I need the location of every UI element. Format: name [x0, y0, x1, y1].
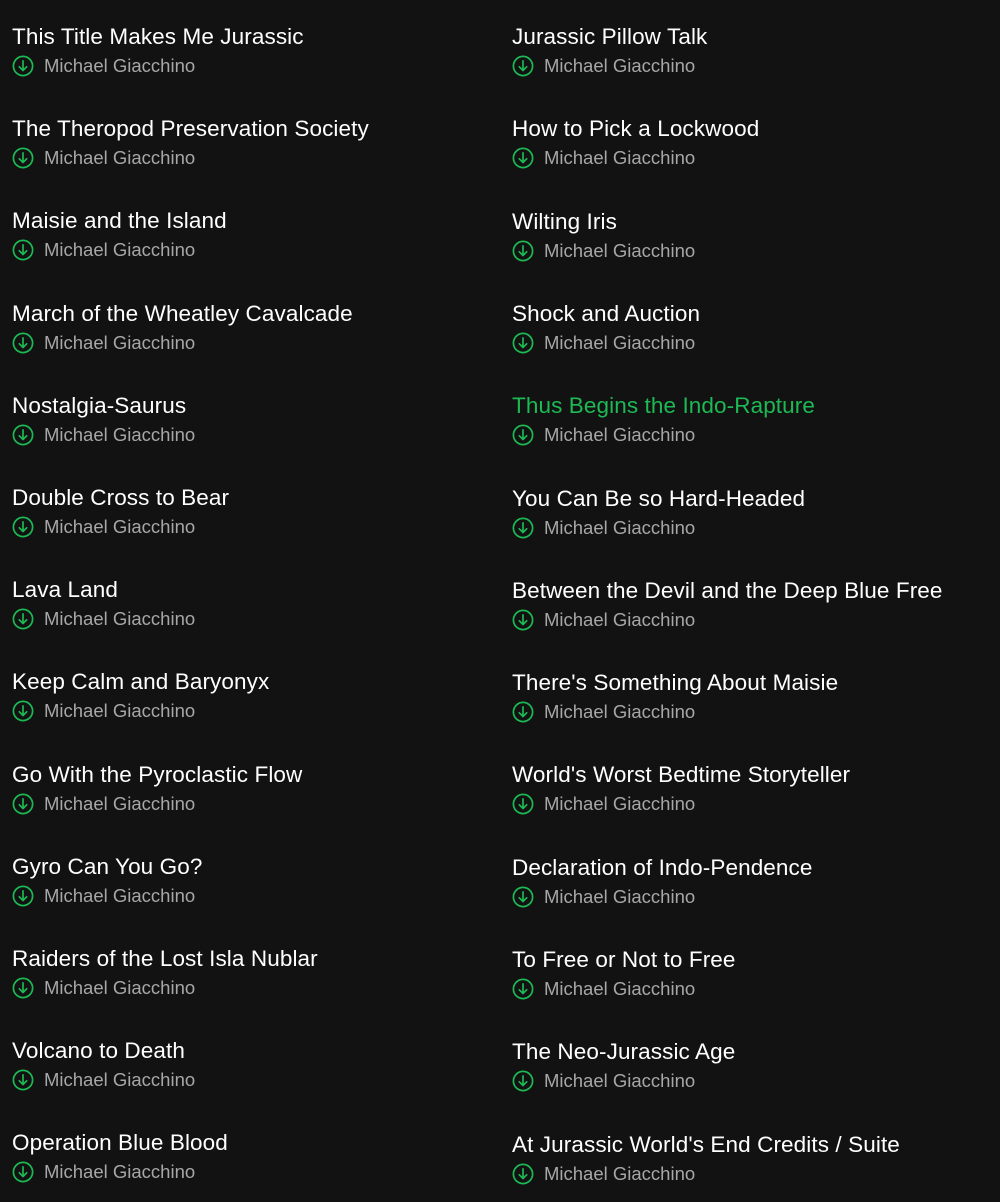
- track-row[interactable]: [512, 1039, 1000, 1109]
- track-artist[interactable]: Michael Giacchino: [544, 793, 696, 815]
- track-title: Raiders of the Lost Isla Nublar: [12, 946, 318, 971]
- track-meta: [12, 516, 195, 538]
- download-icon: [512, 609, 534, 631]
- track-artist[interactable]: Michael Giacchino: [544, 885, 696, 907]
- track-title: Wilting Iris: [512, 208, 617, 234]
- track-row[interactable]: [12, 485, 500, 555]
- track-artist[interactable]: Michael Giacchino: [544, 55, 696, 76]
- track-artist[interactable]: Michael Giacchino: [44, 331, 196, 353]
- download-icon: [512, 332, 534, 354]
- track-row[interactable]: [512, 301, 1000, 371]
- track-title: Between the Devil and the Deep Blue Free: [512, 577, 943, 603]
- track-artist[interactable]: Michael Giacchino: [44, 792, 196, 814]
- track-row[interactable]: [12, 762, 500, 832]
- track-row[interactable]: [12, 1038, 500, 1108]
- download-icon: [12, 977, 34, 999]
- track-title: There's Something About Maisie: [512, 670, 839, 696]
- download-icon: [512, 886, 534, 908]
- track-artist[interactable]: Michael Giacchino: [44, 239, 196, 261]
- track-meta: [12, 147, 195, 169]
- track-meta: [512, 793, 695, 815]
- track-meta: [512, 978, 695, 1000]
- track-title: Keep Calm and Baryonyx: [12, 669, 270, 695]
- download-icon: [12, 424, 34, 446]
- download-icon: [12, 1069, 34, 1091]
- track-meta: [512, 147, 695, 169]
- track-meta: [12, 977, 195, 999]
- track-row[interactable]: [12, 208, 500, 278]
- track-title: March of the Wheatley Cavalcade: [12, 300, 353, 326]
- track-meta: [12, 1069, 195, 1091]
- download-icon: [512, 978, 534, 1000]
- download-icon: [12, 1161, 34, 1183]
- track-artist[interactable]: Michael Giacchino: [544, 147, 696, 169]
- track-artist[interactable]: Michael Giacchino: [44, 423, 196, 445]
- track-artist[interactable]: Michael Giacchino: [44, 516, 196, 537]
- track-artist[interactable]: Michael Giacchino: [544, 608, 696, 630]
- track-title: Operation Blue Blood: [12, 1130, 228, 1156]
- track-row[interactable]: [512, 116, 1000, 186]
- track-meta: [512, 609, 695, 631]
- download-icon: [512, 701, 534, 723]
- download-icon: [512, 55, 534, 77]
- track-meta: [512, 1163, 695, 1185]
- track-artist[interactable]: Michael Giacchino: [544, 1162, 696, 1184]
- track-title: Maisie and the Island: [12, 208, 227, 234]
- track-row[interactable]: [12, 577, 500, 647]
- track-meta: [512, 1070, 695, 1092]
- track-meta: [512, 701, 695, 723]
- track-artist[interactable]: Michael Giacchino: [44, 700, 196, 722]
- track-title: World's Worst Bedtime Storyteller: [512, 762, 851, 788]
- track-artist[interactable]: Michael Giacchino: [44, 608, 196, 630]
- track-title: To Free or Not to Free: [512, 947, 736, 972]
- track-row[interactable]: [512, 947, 1000, 1017]
- track-title: You Can Be so Hard-Headed: [512, 485, 806, 511]
- track-title: Volcano to Death: [12, 1038, 185, 1064]
- download-icon: [512, 793, 534, 815]
- track-title: At Jurassic World's End Credits / Suite: [512, 1131, 900, 1157]
- track-meta: [12, 332, 195, 354]
- track-title: Go With the Pyroclastic Flow: [12, 761, 303, 787]
- download-icon: [512, 147, 534, 169]
- track-row[interactable]: [512, 670, 1000, 740]
- track-row[interactable]: [12, 116, 500, 186]
- track-artist[interactable]: Michael Giacchino: [44, 1069, 196, 1091]
- track-meta: [12, 239, 195, 261]
- track-artist[interactable]: Michael Giacchino: [544, 239, 696, 261]
- track-row[interactable]: [512, 578, 1000, 648]
- track-title: The Neo-Jurassic Age: [512, 1039, 736, 1065]
- track-row[interactable]: [512, 1132, 1000, 1202]
- track-title: Nostalgia-Saurus: [12, 392, 187, 418]
- track-row[interactable]: [12, 1130, 500, 1200]
- download-icon: [12, 147, 34, 169]
- download-icon: [512, 240, 534, 262]
- track-meta: [12, 55, 195, 77]
- track-title: Thus Begins the Indo-Rapture: [512, 393, 815, 419]
- track-artist[interactable]: Michael Giacchino: [44, 55, 196, 76]
- track-artist[interactable]: Michael Giacchino: [44, 147, 196, 169]
- download-icon: [12, 885, 34, 907]
- download-icon: [512, 1070, 534, 1092]
- track-title: The Theropod Preservation Society: [12, 116, 369, 142]
- track-artist[interactable]: Michael Giacchino: [544, 701, 696, 723]
- track-row[interactable]: [512, 209, 1000, 279]
- track-title: Jurassic Pillow Talk: [512, 24, 708, 49]
- track-meta: [12, 885, 195, 907]
- download-icon: [12, 700, 34, 722]
- track-title: Lava Land: [12, 577, 118, 603]
- download-icon: [512, 517, 534, 539]
- track-meta: [512, 517, 695, 539]
- track-artist[interactable]: Michael Giacchino: [44, 1161, 196, 1183]
- track-title: How to Pick a Lockwood: [512, 116, 760, 142]
- track-row[interactable]: [12, 24, 500, 94]
- track-row[interactable]: [512, 762, 1000, 832]
- track-artist[interactable]: Michael Giacchino: [544, 978, 696, 999]
- track-artist[interactable]: Michael Giacchino: [44, 884, 196, 906]
- track-row[interactable]: [12, 393, 500, 463]
- track-artist[interactable]: Michael Giacchino: [44, 977, 196, 998]
- track-row[interactable]: [12, 669, 500, 739]
- track-title: Shock and Auction: [512, 300, 701, 326]
- download-icon: [12, 332, 34, 354]
- track-meta: [12, 793, 195, 815]
- download-icon: [12, 793, 34, 815]
- track-meta: [512, 332, 695, 354]
- track-row[interactable]: [512, 855, 1000, 925]
- download-icon: [12, 239, 34, 261]
- track-title: Double Cross to Bear: [12, 485, 230, 510]
- download-icon: [12, 608, 34, 630]
- track-row[interactable]: [12, 854, 500, 924]
- track-title: Declaration of Indo-Pendence: [512, 854, 813, 880]
- track-row[interactable]: [512, 24, 1000, 94]
- track-row[interactable]: [512, 486, 1000, 556]
- track-artist[interactable]: Michael Giacchino: [544, 1070, 696, 1092]
- track-artist[interactable]: Michael Giacchino: [544, 331, 696, 353]
- track-meta: [512, 424, 695, 446]
- track-artist[interactable]: Michael Giacchino: [544, 516, 696, 538]
- track-row[interactable]: [12, 301, 500, 371]
- download-icon: [512, 1163, 534, 1185]
- download-icon: [12, 516, 34, 538]
- track-meta: [512, 886, 695, 908]
- download-icon: [512, 424, 534, 446]
- track-row[interactable]: [512, 393, 1000, 463]
- track-meta: [512, 240, 695, 262]
- track-title: This Title Makes Me Jurassic: [12, 24, 304, 49]
- track-title: Gyro Can You Go?: [12, 853, 203, 879]
- track-artist[interactable]: Michael Giacchino: [544, 424, 696, 446]
- track-meta: [12, 700, 195, 722]
- track-meta: [12, 1161, 195, 1183]
- track-row[interactable]: [12, 946, 500, 1016]
- download-icon: [12, 55, 34, 77]
- track-meta: [12, 608, 195, 630]
- track-meta: [512, 55, 695, 77]
- track-meta: [12, 424, 195, 446]
